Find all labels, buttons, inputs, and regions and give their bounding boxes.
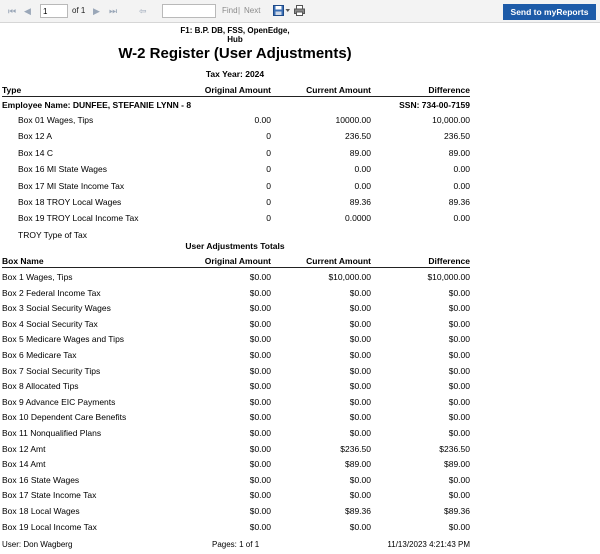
cell-name: Box 5 Medicare Wages and Tips: [2, 334, 125, 345]
cell-difference: $0.00: [448, 287, 470, 298]
cell-current: $0.00: [349, 490, 371, 501]
cell-original: $0.00: [249, 521, 271, 532]
cell-difference: $0.00: [448, 474, 470, 485]
cell-current: 0.0000: [345, 213, 371, 224]
page-number-input[interactable]: [40, 4, 68, 18]
cell-difference: $0.00: [448, 350, 470, 360]
cell-difference: $0.00: [448, 428, 470, 438]
cell-current: $0.00: [349, 396, 371, 407]
export-icon[interactable]: [273, 5, 291, 19]
col-total-difference: Difference: [428, 256, 470, 266]
cell-name: Box 3 Social Security Wages: [2, 303, 111, 314]
cell-current: 10000.00: [335, 115, 371, 125]
totals-title: User Adjustments Totals: [185, 241, 285, 251]
cell-difference: $0.00: [448, 521, 470, 532]
employee-detail-row: [2, 195, 470, 209]
find-input[interactable]: [162, 4, 216, 18]
cell-current: 0.00: [354, 180, 371, 191]
col-total-original: Original Amount: [204, 256, 271, 266]
cell-original: $0.00: [249, 474, 271, 485]
cell-original: $0.00: [249, 334, 271, 345]
cell-original: $0.00: [249, 287, 271, 298]
next-link[interactable]: Next: [244, 6, 261, 15]
col-difference: Difference: [428, 85, 470, 95]
footer-pages: Pages: 1 of 1: [212, 540, 260, 549]
totals-row: [2, 332, 470, 346]
cell-difference: $0.00: [448, 490, 470, 501]
footer-timestamp: 11/13/2023 4:21:43 PM: [387, 540, 470, 549]
cell-difference: 89.00: [448, 147, 470, 158]
cell-name: Box 14 C: [18, 147, 53, 158]
totals-row: [2, 520, 470, 534]
cell-original: 0: [266, 131, 271, 142]
cell-name: Box 17 MI State Income Tax: [18, 180, 125, 191]
cell-difference: 10,000.00: [432, 115, 470, 125]
first-page-icon[interactable]: ⏮: [8, 6, 17, 16]
report-header-line2: Hub: [227, 35, 243, 44]
cell-difference: $0.00: [448, 303, 470, 314]
totals-row: [2, 270, 470, 284]
cell-current: 236.50: [345, 131, 371, 142]
cell-name: Box 18 Local Wages: [2, 506, 80, 516]
totals-row: [2, 457, 470, 471]
employee-detail-row: [2, 162, 470, 176]
totals-row: [2, 395, 470, 409]
cell-current: $0.00: [349, 365, 371, 376]
cell-difference: $89.00: [444, 459, 470, 470]
cell-original: $0.00: [249, 318, 271, 329]
save-disk-icon: [273, 5, 291, 16]
column-header-row: [2, 83, 470, 97]
cell-difference: 0.00: [453, 180, 470, 191]
cell-original: $0.00: [249, 428, 271, 438]
cell-name: Box 14 Amt: [2, 459, 46, 470]
cell-current: $0.00: [349, 303, 371, 314]
cell-name: Box 10 Dependent Care Benefits: [2, 412, 127, 423]
cell-original: $0.00: [249, 490, 271, 501]
send-to-myreports-button[interactable]: Send to myReports: [503, 4, 596, 20]
cell-name: Box 12 Amt: [2, 443, 46, 454]
report-toolbar: [0, 0, 600, 23]
cell-current: $0.00: [349, 474, 371, 485]
totals-row: [2, 301, 470, 315]
cell-difference: $0.00: [448, 318, 470, 329]
cell-name: Box 16 State Wages: [2, 474, 80, 485]
totals-row: [2, 488, 470, 502]
employee-detail-row: [2, 146, 470, 160]
cell-current: 89.00: [349, 147, 371, 158]
cell-original: $0.00: [249, 303, 271, 314]
cell-difference: $0.00: [448, 412, 470, 423]
employee-detail-row: [2, 228, 470, 242]
last-page-icon[interactable]: ⏭: [109, 6, 118, 16]
cell-difference: $236.50: [439, 443, 470, 454]
cell-difference: $0.00: [448, 365, 470, 376]
cell-current: $10,000.00: [328, 272, 371, 282]
cell-name: Box 6 Medicare Tax: [2, 350, 77, 360]
cell-difference: $89.36: [444, 506, 470, 516]
cell-original: $0.00: [249, 412, 271, 423]
cell-original: $0.00: [249, 272, 271, 282]
cell-difference: 236.50: [444, 131, 470, 142]
cell-difference: $0.00: [448, 381, 470, 392]
totals-row: [2, 504, 470, 518]
find-separator: |: [238, 6, 241, 15]
cell-original: 0: [266, 197, 271, 207]
cell-original: $0.00: [249, 459, 271, 470]
totals-row: [2, 348, 470, 362]
cell-current: 0.00: [354, 164, 371, 175]
employee-name: Employee Name: DUNFEE, STEFANIE LYNN - 8: [2, 100, 192, 110]
cell-difference: $0.00: [448, 334, 470, 345]
cell-current: $0.00: [349, 318, 371, 329]
cell-name: Box 12 A: [18, 131, 53, 142]
cell-current: $89.36: [345, 506, 371, 516]
cell-original: 0: [266, 213, 271, 224]
cell-name: Box 4 Social Security Tax: [2, 318, 98, 329]
totals-header-row: [2, 254, 470, 268]
tax-year: Tax Year: 2024: [205, 69, 265, 79]
cell-current: $0.00: [349, 381, 371, 392]
cell-name: Box 11 Nonqualified Plans: [2, 428, 102, 438]
totals-row: [2, 410, 470, 424]
cell-original: 0: [266, 180, 271, 191]
cell-name: TROY Type of Tax: [18, 229, 87, 240]
cell-original: $0.00: [249, 350, 271, 360]
prev-page-icon[interactable]: ◀: [24, 6, 31, 16]
col-current: Current Amount: [306, 85, 371, 95]
find-link[interactable]: Find: [222, 6, 238, 15]
totals-row: [2, 442, 470, 456]
totals-row: [2, 317, 470, 331]
cell-name: Box 7 Social Security Tips: [2, 365, 101, 376]
employee-ssn: SSN: 734-00-7159: [399, 100, 470, 110]
totals-row: [2, 379, 470, 393]
back-icon[interactable]: ⇦: [139, 6, 147, 16]
cell-current: $0.00: [349, 350, 371, 360]
page-count-label: of 1: [72, 6, 86, 15]
col-original: Original Amount: [204, 85, 271, 95]
cell-original: $0.00: [249, 396, 271, 407]
cell-current: $0.00: [349, 428, 371, 438]
cell-difference: $10,000.00: [427, 272, 470, 282]
footer-user: User: Don Wagberg: [2, 540, 73, 549]
next-page-icon[interactable]: ▶: [93, 6, 100, 16]
cell-original: $0.00: [249, 443, 271, 454]
cell-name: Box 19 TROY Local Income Tax: [18, 213, 139, 224]
totals-row: [2, 364, 470, 378]
col-box-name: Box Name: [2, 256, 44, 266]
cell-original: $0.00: [249, 506, 271, 516]
cell-difference: $0.00: [448, 396, 470, 407]
employee-detail-row: [2, 179, 470, 193]
cell-name: Box 01 Wages, Tips: [18, 115, 94, 125]
cell-name: Box 18 TROY Local Wages: [18, 197, 122, 207]
employee-detail-row: [2, 211, 470, 225]
cell-original: $0.00: [249, 365, 271, 376]
cell-current: $236.50: [340, 443, 371, 454]
cell-difference: 0.00: [453, 213, 470, 224]
cell-original: $0.00: [249, 381, 271, 392]
col-total-current: Current Amount: [306, 256, 371, 266]
cell-current: $0.00: [349, 412, 371, 423]
cell-original: 0: [266, 147, 271, 158]
totals-row: [2, 426, 470, 440]
cell-name: Box 1 Wages, Tips: [2, 272, 73, 282]
cell-name: Box 2 Federal Income Tax: [2, 287, 101, 298]
cell-current: 89.36: [349, 197, 371, 207]
employee-row: [2, 98, 470, 112]
cell-name: Box 17 State Income Tax: [2, 490, 97, 501]
cell-difference: 0.00: [453, 164, 470, 175]
cell-current: $89.00: [345, 459, 371, 470]
cell-original: 0.00: [254, 115, 271, 125]
cell-current: $0.00: [349, 521, 371, 532]
cell-name: Box 19 Local Income Tax: [2, 521, 97, 532]
totals-row: [2, 286, 470, 300]
cell-name: Box 8 Allocated Tips: [2, 381, 79, 392]
cell-current: $0.00: [349, 287, 371, 298]
report-title: W-2 Register (User Adjustments): [118, 45, 352, 62]
cell-name: Box 9 Advance EIC Payments: [2, 396, 116, 407]
cell-current: $0.00: [349, 334, 371, 345]
report-header-line1: F1: B.P. DB, FSS, OpenEdge,: [180, 26, 290, 35]
employee-detail-row: [2, 129, 470, 143]
cell-name: Box 16 MI State Wages: [18, 164, 107, 175]
employee-detail-row: [2, 113, 470, 127]
cell-difference: 89.36: [448, 197, 470, 207]
report-footer: [2, 540, 470, 552]
cell-original: 0: [266, 164, 271, 175]
print-icon[interactable]: [294, 5, 305, 19]
col-type: Type: [2, 85, 22, 95]
totals-row: [2, 473, 470, 487]
